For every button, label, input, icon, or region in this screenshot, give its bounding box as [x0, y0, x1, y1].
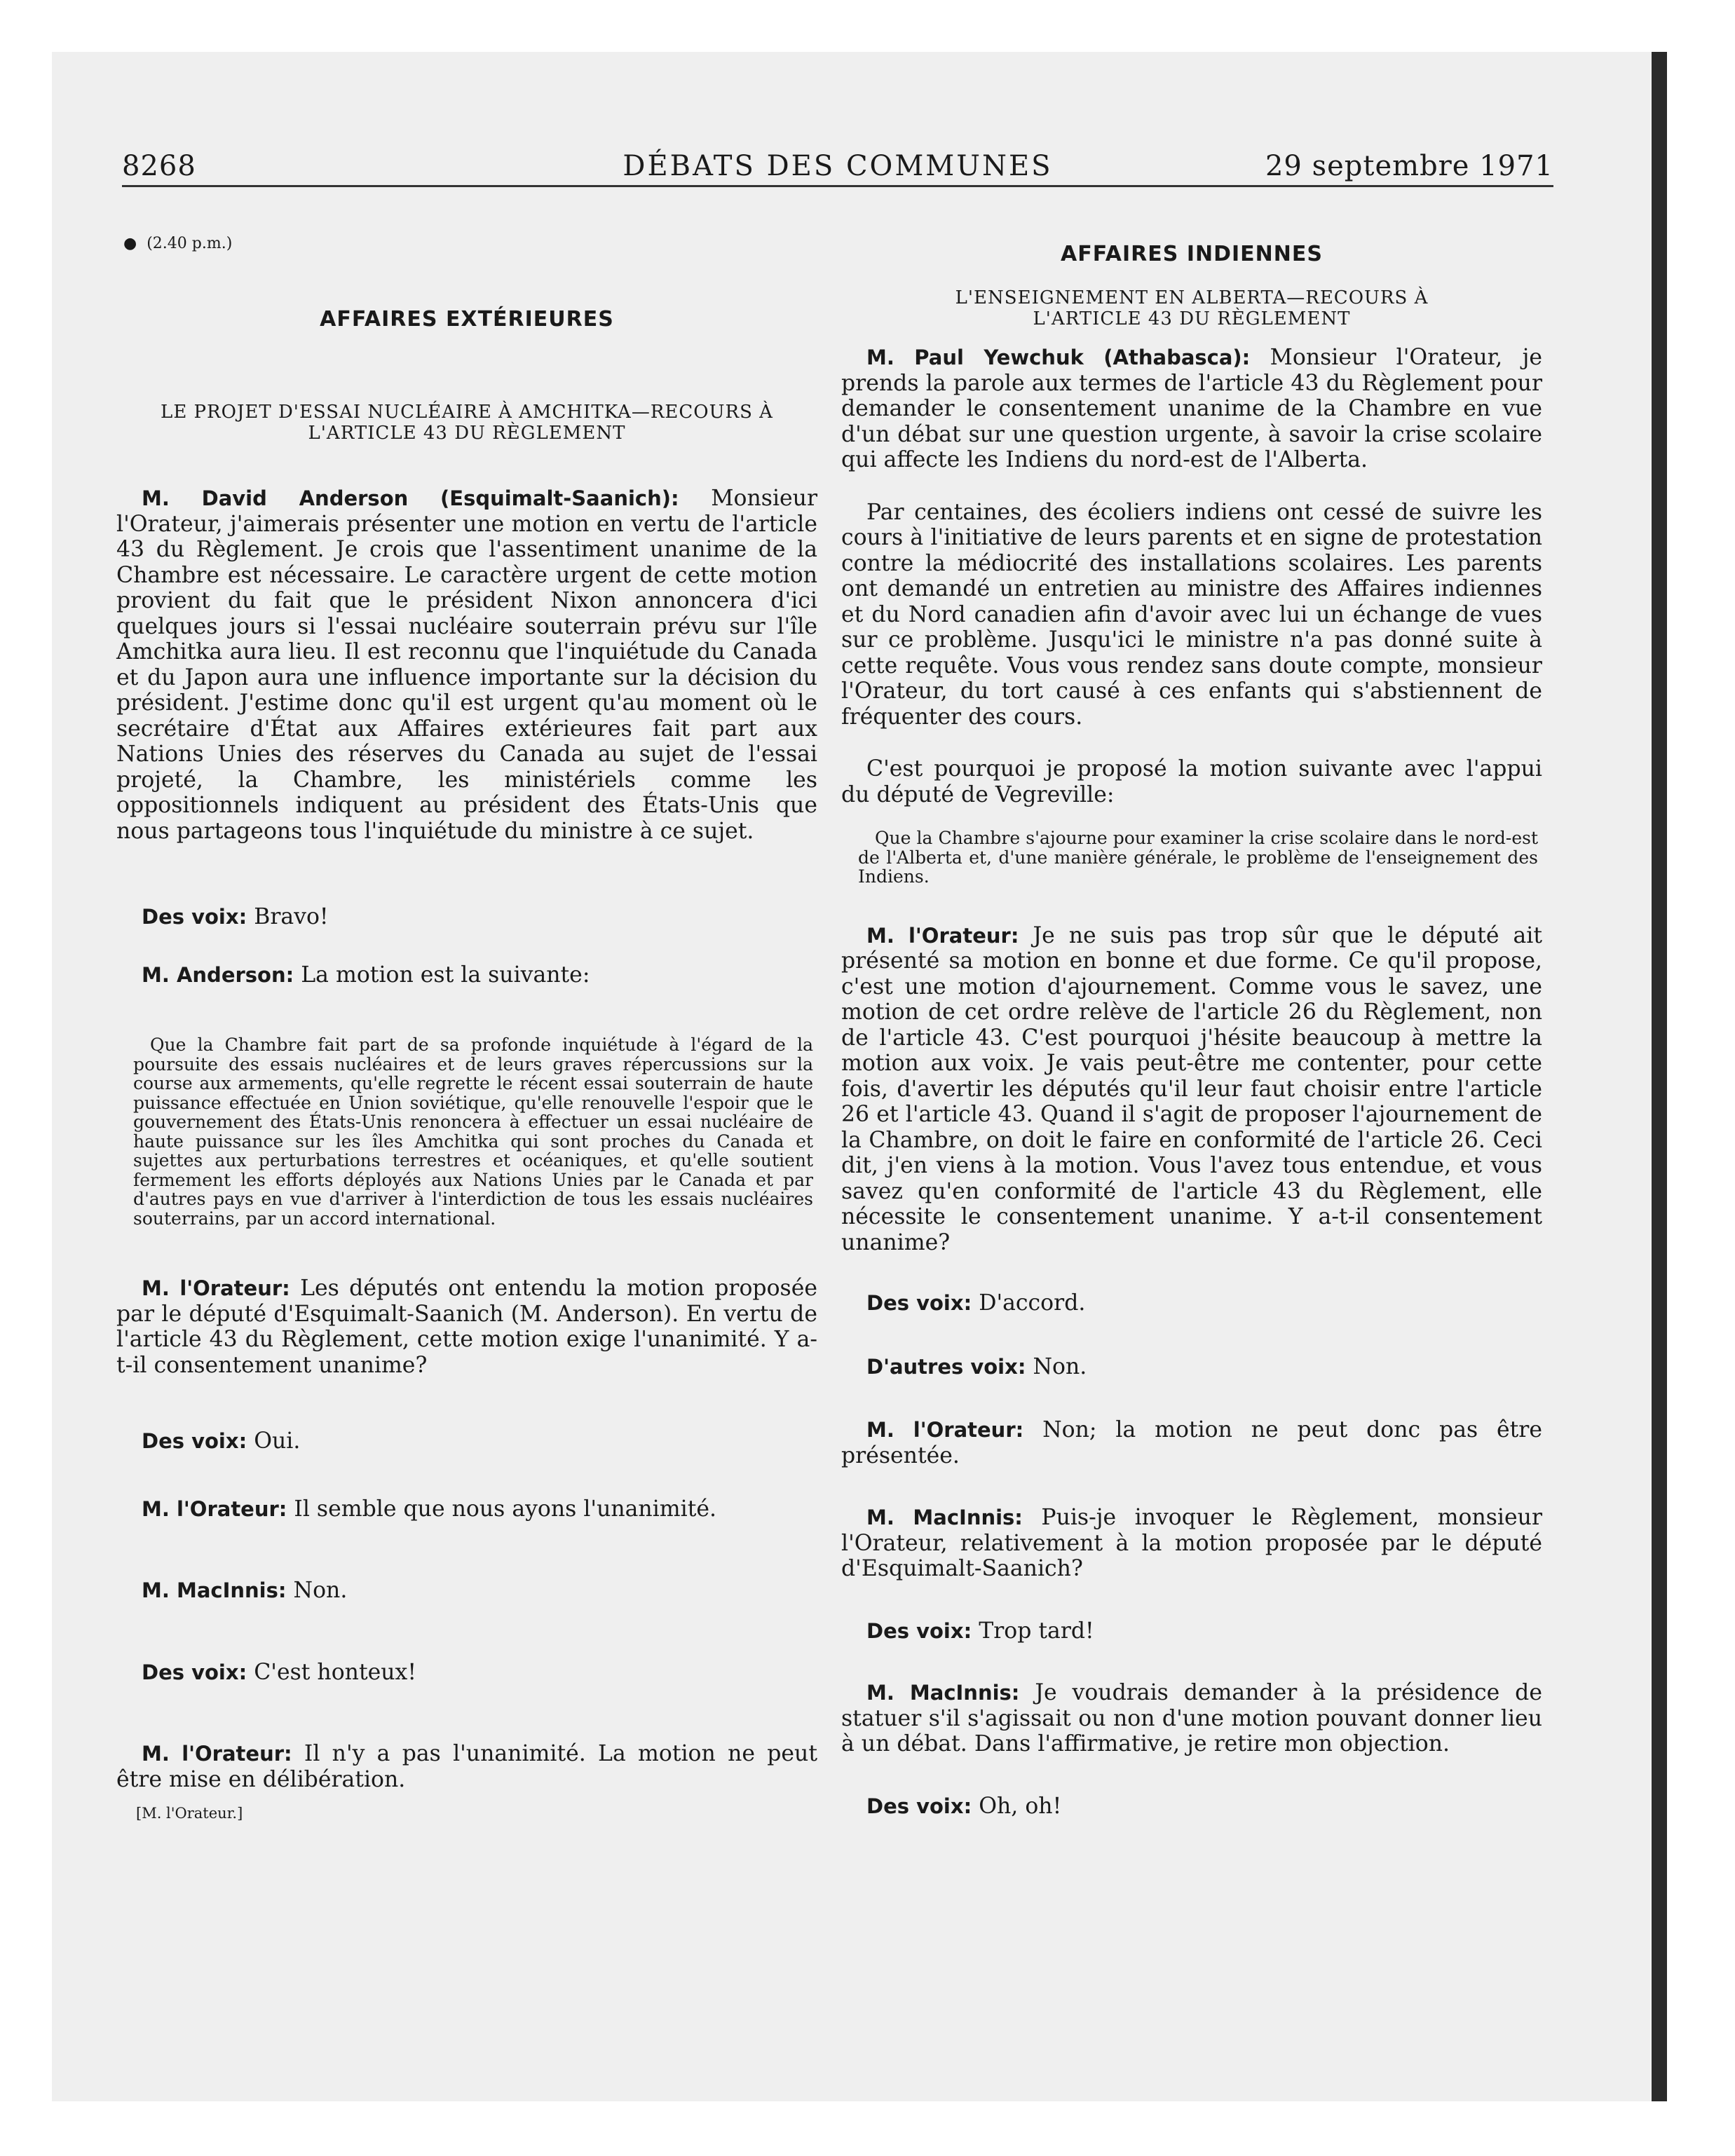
speaker-name: Des voix: [142, 905, 247, 929]
speaker-name: Des voix: [866, 1794, 972, 1818]
speaker-name: Des voix: [142, 1429, 247, 1453]
speaker-name: M. l'Orateur: [866, 1418, 1024, 1442]
paragraph-des-voix-bravo [116, 904, 817, 930]
right-column [841, 235, 1542, 1819]
speaker-name: M. Anderson: [142, 962, 294, 987]
speaker-name: M. MacInnis: [866, 1681, 1020, 1705]
paragraph-text: Oh, oh! [979, 1793, 1062, 1819]
speaker-name: M. l'Orateur: [142, 1276, 290, 1300]
speaker-name: D'autres voix: [866, 1354, 1026, 1379]
left-column [116, 235, 817, 1822]
speaker-footer-note: [M. l'Orateur.] [136, 1805, 243, 1822]
speaker-name: M. Paul Yewchuk (Athabasca): [866, 346, 1251, 369]
speaker-name: M. l'Orateur: [142, 1742, 292, 1766]
paragraph-anderson-suivante [116, 962, 817, 988]
page-number: 8268 [122, 150, 196, 182]
section-heading-indiennes: AFFAIRES INDIENNES [1061, 242, 1323, 266]
paragraph-text: Il semble que nous ayons l'unanimité. [294, 1496, 717, 1522]
paragraph-propose-motion: C'est pourquoi je proposé la motion suivante avec l'appui du député de Vegreville: [841, 756, 1542, 807]
adjournment-motion-quote: Que la Chambre s'ajourne pour examiner la crise scolaire dans le nord-est de l'Alberta et, d'une manière générale, le problème de l'enseignement des Indiens. [858, 828, 1538, 887]
speaker-name: M. l'Orateur: [142, 1496, 287, 1521]
paragraph-text: Trop tard! [979, 1618, 1094, 1644]
paragraph-macinnis-reglement [841, 1505, 1542, 1582]
page-header [122, 146, 1553, 187]
bullet-icon: ● [123, 235, 137, 252]
speaker-name: Des voix: [866, 1618, 972, 1643]
paragraph-text: Non; la motion ne peut donc pas être présentée. [841, 1417, 1543, 1468]
paragraph-orateur-non-presentee [841, 1417, 1542, 1468]
paragraph-orateur-entendu [116, 1276, 817, 1378]
speaker-name: M. David Anderson (Esquimalt-Saanich): [142, 486, 679, 510]
paragraph-anderson-motion [116, 486, 817, 844]
speaker-name: M. l'Orateur: [866, 923, 1019, 948]
paragraph-macinnis-non [116, 1578, 817, 1604]
time-stamp [123, 235, 817, 252]
paragraph-text: Non. [1033, 1353, 1087, 1379]
paragraph-text: Monsieur l'Orateur, j'aimerais présenter une motion en vertu de l'article 43 du Règlement. Je crois que l'assentiment unanime de la Chambre est nécessaire. Le caractère urgent de cette motion provient du fait que le président Nixon annoncera d'ici quelques jours si l'essai nucléaire souterrain prévu sur l'île Amchitka aura lieu. Il est reconnu que l'inquiétude du Canada et du Japon aura une influence importante sur la décision du président. J'estime donc qu'il est urgent qu'au moment où le secrétaire d'État aux Affaires extérieures fait part aux Nations Unies des réserves du Canada au sujet de l'essai projeté, la Chambre, les ministériels comme les oppositionnels indiquent au président des États-Unis que nous partageons tous l'inquiétude du ministre à ce sujet. [116, 486, 818, 844]
paragraph-text: C'est honteux! [254, 1659, 416, 1685]
paragraph-text: Non. [293, 1578, 348, 1603]
page-edge-shadow [1652, 52, 1667, 2101]
time-text: (2.40 p.m.) [147, 235, 233, 252]
paragraph-des-voix-oui [116, 1428, 817, 1454]
paragraph-orateur-unanimite [116, 1496, 817, 1522]
paragraph-text: D'accord. [979, 1290, 1086, 1316]
paragraph-orateur-pas-unanimite [116, 1741, 817, 1792]
subheading-alberta: L'ENSEIGNEMENT EN ALBERTA—RECOURS À L'ARTICLE 43 DU RÈGLEMENT [955, 287, 1429, 329]
paragraph-text: Les députés ont entendu la motion proposée par le député d'Esquimalt-Saanich (M. Anderson). En vertu de l'article 43 du Règlement, cette motion exige l'unanimité. Y a-t-il consentement unanime? [116, 1276, 817, 1378]
paragraph-text: Je ne suis pas trop sûr que le député ait présenté sa motion en bonne et due forme. Ce qu'il propose, c'est une motion d'ajournement. Comme vous le savez, une motion de cet ordre relève de l'article 26 du Règlement, non de l'article 43. C'est pourquoi j'hésite beaucoup à mettre la motion aux voix. Je vais peut-être me contenter, pour cette fois, d'avertir les députés qu'il leur faut choisir entre l'article 26 et l'article 43. Quand il s'agit de proposer l'ajournement de la Chambre, on doit le faire en conformité de l'article 26. Ceci dit, j'en viens à la motion. Vous l'avez tous entendue, et vous savez qu'en conformité de l'article 43 du Règlement, elle nécessite le consentement unanime. Y a-t-il consentement unanime? [841, 922, 1543, 1255]
paragraph-text: Oui. [254, 1428, 301, 1454]
paragraph-des-voix-honteux [116, 1660, 817, 1686]
speaker-name: Des voix: [142, 1660, 247, 1684]
paragraph-macinnis-objection [841, 1680, 1542, 1757]
paragraph-des-voix-oh [841, 1794, 1542, 1820]
paragraph-text: Bravo! [254, 904, 329, 929]
speaker-name: M. MacInnis: [866, 1506, 1023, 1529]
publication-date: 29 septembre 1971 [1265, 150, 1553, 182]
paragraph-autres-voix-non [841, 1354, 1542, 1380]
speaker-name: Des voix: [866, 1291, 972, 1315]
paragraph-yewchuk [841, 345, 1542, 473]
paragraph-des-voix-accord [841, 1290, 1542, 1316]
paragraph-text: Puis-je invoquer le Règlement, monsieur l'Orateur, relativement à la motion proposée par le député d'Esquimalt-Saanich? [841, 1505, 1542, 1581]
paragraph-text: Monsieur l'Orateur, je prends la parole aux termes de l'article 43 du Règlement pour demander le consentement unanime de la Chambre en vue d'un débat sur une question urgente, à savoir la crise scolaire qui affecte les Indiens du nord-est de l'Alberta. [841, 345, 1542, 472]
motion-quote: Que la Chambre fait part de sa profonde inquiétude à l'égard de la poursuite des essais nucléaires et de leurs graves répercussions sur la course aux armements, qu'elle regrette le récent essai souterrain de haute puissance effectuée en Union soviétique, qu'elle renouvelle l'espoir que le gouvernement des États-Unis renoncera à effectuer un essai nucléaire de haute puissance sur les îles Amchitka qui sont proches du Canada et sujettes aux perturbations terrestres et océaniques, et qu'elle soutient fermement les efforts déployés aux Nations Unies par le Canada et par d'autres pays en vue d'arriver à l'interdiction de tous les essais nucléaires souterrains, par un accord international. [133, 1035, 813, 1229]
paragraph-orateur-forme [841, 923, 1542, 1256]
paragraph-text: Je voudrais demander à la présidence de statuer s'il s'agissait ou non d'une motion pouvant donner lieu à un débat. Dans l'affirmative, je retire mon objection. [841, 1680, 1542, 1756]
paragraph-des-voix-trop-tard [841, 1618, 1542, 1644]
subheading-amchitka: LE PROJET D'ESSAI NUCLÉAIRE À AMCHITKA—RECOURS À L'ARTICLE 43 DU RÈGLEMENT [161, 402, 773, 444]
paragraph-text: Il n'y a pas l'unanimité. La motion ne peut être mise en délibération. [116, 1741, 818, 1792]
publication-title: DÉBATS DES COMMUNES [622, 150, 1053, 182]
paragraph-ecoliers: Par centaines, des écoliers indiens ont cessé de suivre les cours à l'initiative de leurs parents et en signe de protestation contre la médiocrité des installations scolaires. Les parents ont demandé un entretien au ministre des Affaires indiennes et du Nord canadien afin d'avoir avec lui un échange de vues sur ce problème. Jusqu'ici le ministre n'a pas donné suite à cette requête. Vous vous rendez sans doute compte, monsieur l'Orateur, du tort causé à ces enfants qui s'abstiennent de fréquenter des cours. [841, 499, 1542, 730]
section-heading-exterieures: AFFAIRES EXTÉRIEURES [320, 307, 614, 332]
paragraph-text: La motion est la suivante: [301, 962, 590, 988]
speaker-name: M. MacInnis: [142, 1578, 287, 1602]
